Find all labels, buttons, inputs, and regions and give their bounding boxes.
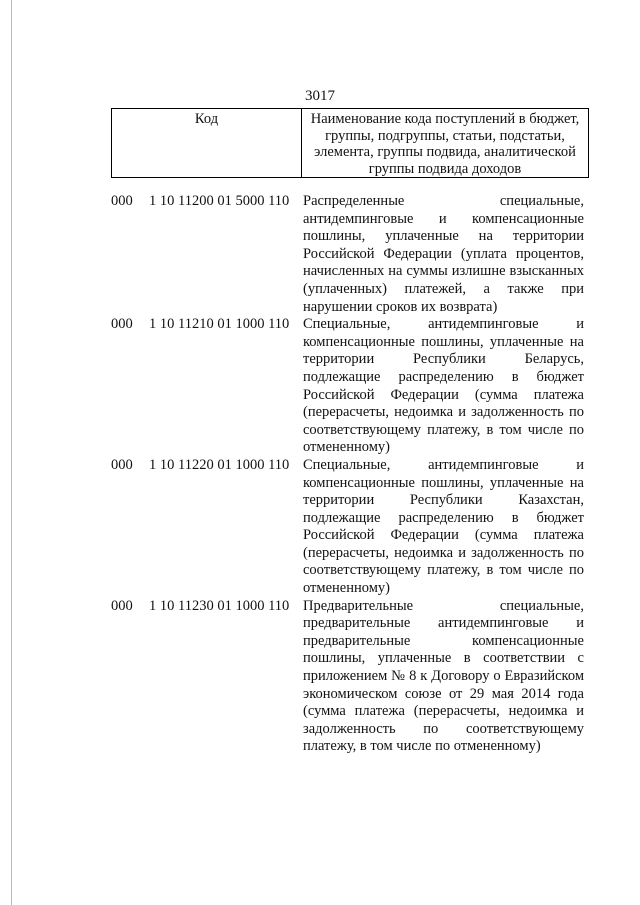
- income-code: 1 10 11210 01 1000 110: [149, 316, 290, 333]
- page-number: 3017: [305, 88, 335, 104]
- main-admin-code: 000: [111, 193, 133, 209]
- income-description: Специальные, антидемпинговые и компенсационные пошлины, уплаченные на территории Республики Казахстан, подлежащие распределению в бюджет Российской Федерации (сумма платежа (перерасчеты, недоимка и задолженность по соответствующему платежу, в том числе по отмененному): [303, 456, 584, 597]
- income-description: Специальные, антидемпинговые и компенсационные пошлины, уплаченные на территории Республики Беларусь, подлежащие распределению в бюджет Российской Федерации (сумма платежа (перерасчеты, недоимка и задолженность по соответствующему платежу, в том числе по отмененному): [303, 316, 584, 456]
- header-table: [111, 108, 589, 178]
- list-item: [111, 457, 589, 598]
- income-code: 1 10 11200 01 5000 110: [149, 193, 290, 209]
- list-item: [111, 193, 589, 316]
- header-name-cell: Наименование кода поступлений в бюджет, группы, подгруппы, статьи, подстатьи, элемента, группы подвида, аналитической группы подвида доходов: [302, 109, 589, 178]
- list-item: [111, 316, 589, 457]
- income-description: Предварительные специальные, предварительные антидемпинговые и предварительные компенсационные пошлины, уплаченные в соответствии с приложением № 8 к Договору о Евразийском экономическом союзе от 29 мая 2014 года (сумма платежа (перерасчеты, недоимка и задолженность по соответствующему платежу, в том числе по отмененному): [303, 597, 584, 755]
- main-admin-code: 000: [111, 597, 133, 614]
- income-description: Распределенные специальные, антидемпинговые и компенсационные пошлины, уплаченные на территории Российской Федерации (уплата процентов, начисленных на суммы излишне взысканных (уплаченных) платежей, а также при нарушении сроков их возврата): [303, 193, 584, 315]
- page-edge-line: [11, 0, 12, 905]
- main-admin-code: 000: [111, 316, 133, 333]
- main-admin-code: 000: [111, 456, 133, 473]
- income-code: 1 10 11220 01 1000 110: [149, 456, 290, 473]
- header-code-cell: Код: [112, 109, 302, 178]
- income-code: 1 10 11230 01 1000 110: [149, 597, 290, 614]
- code-list: [111, 193, 589, 756]
- list-item: [111, 598, 589, 756]
